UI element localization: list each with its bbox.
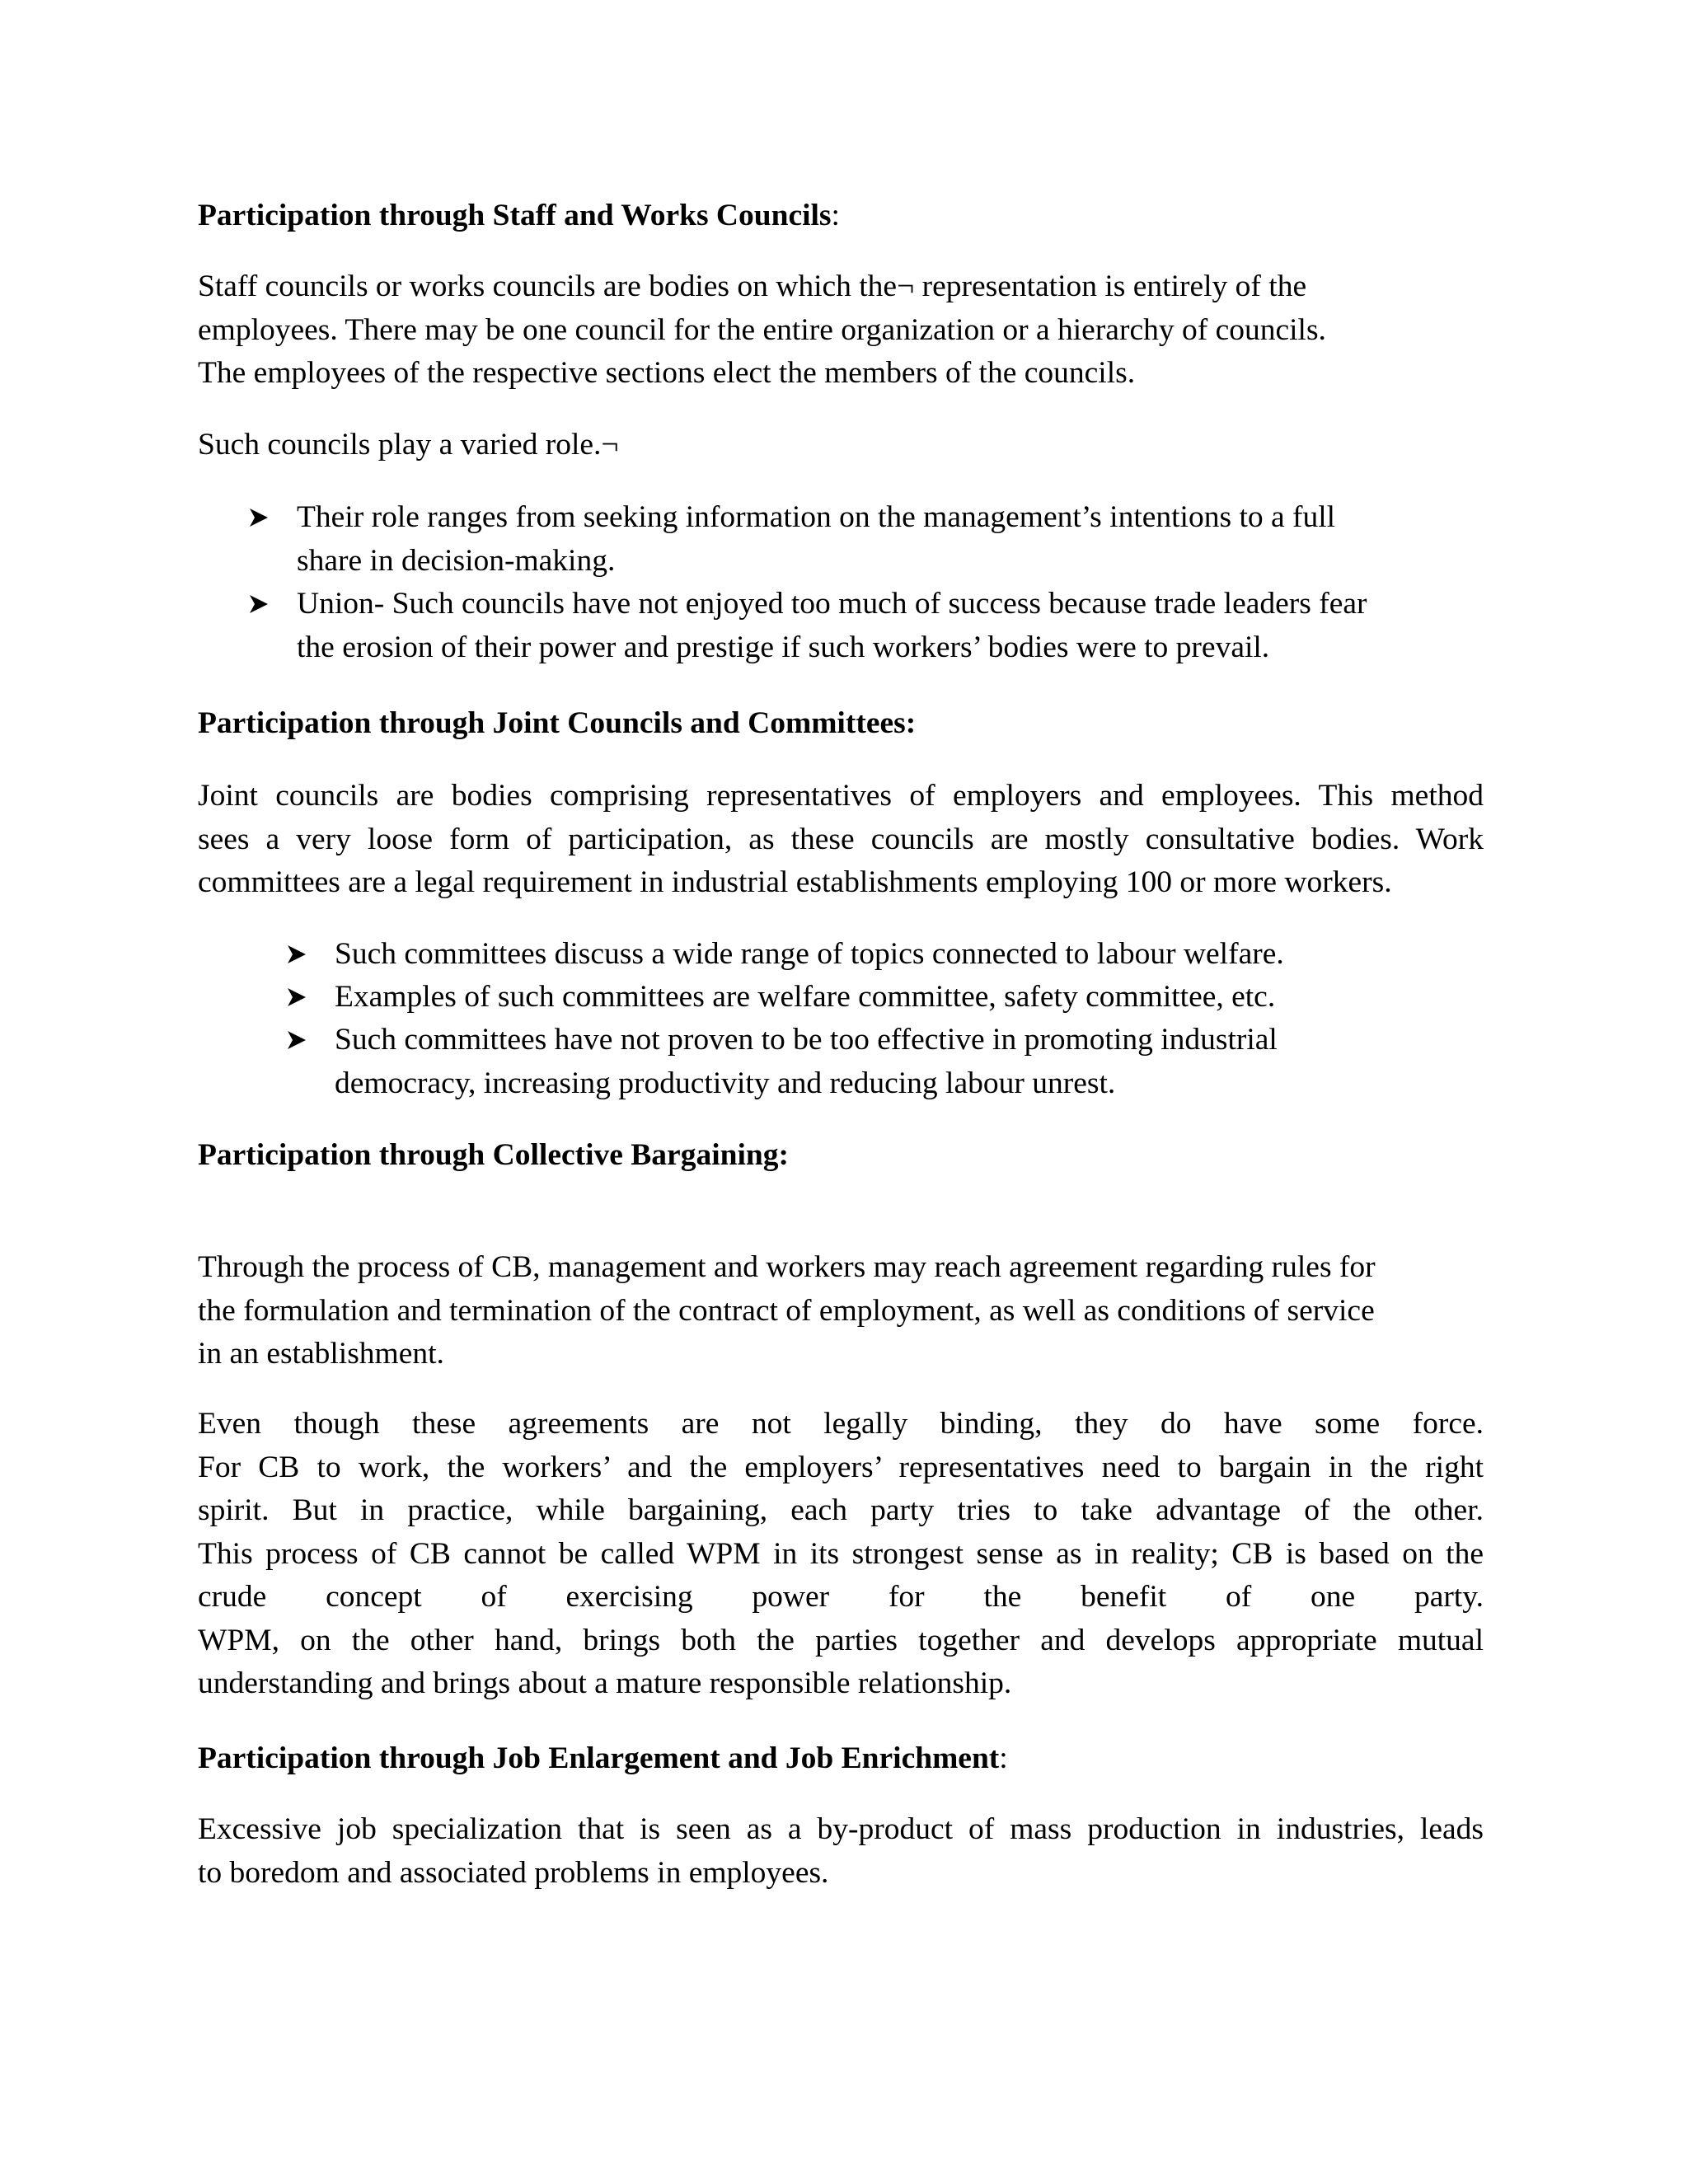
- paragraph-joint-councils-definition: Joint councils are bodies comprising representatives of employers and employees. This method sees a very loose form of participation, as these councils are mostly consultative bodies. Work committees are a legal requirement in industrial establishments employing 100 or more workers.: [198, 779, 1484, 899]
- heading-job-enlargement-enrichment: Participation through Job Enlargement and Job Enrichment:: [198, 1741, 1008, 1775]
- heading-joint-councils-committees: Participation through Joint Councils and Committees:: [198, 706, 917, 740]
- bullet-item: Such committees discuss a wide range of topics connected to labour welfare.: [287, 933, 1482, 977]
- bullet-item: Union- Such councils have not enjoyed too much of success because trade leaders fear the erosion of their power and prestige if such workers’ bodies were to prevail.: [249, 583, 1485, 669]
- bullet-item: Their role ranges from seeking information on the management’s intentions to a full share in decision-making.: [249, 496, 1485, 583]
- arrow-bullet-icon: [287, 933, 312, 977]
- paragraph-cb-process: Through the process of CB, management and workers may reach agreement regarding rules for the formulation and termination of the contract of employment, as well as conditions of service in an establishment.: [198, 1250, 1376, 1371]
- paragraph-varied-role: Such councils play a varied role.¬: [198, 428, 619, 462]
- bullet-item: Such committees have not proven to be too effective in promoting industrial democracy, increasing productivity and reducing labour unrest.: [287, 1019, 1482, 1105]
- paragraph-staff-councils-definition: Staff councils or works councils are bodies on which the¬ representation is entirely of the employees. There may be one council for the entire organization or a hierarchy of councils. The employees of the respective sections elect the members of the councils.: [198, 269, 1326, 390]
- arrow-bullet-icon: [287, 1019, 312, 1062]
- arrow-bullet-icon: [249, 583, 274, 626]
- paragraph-cb-agreements: Even though these agreements are not legally binding, they do have some force. For CB to work, the workers’ and the employers’ representatives need to bargain in the right spirit. But in practice, while bargaining, each party tries to take advantage of the other. This process of CB cannot be called WPM in its strongest sense as in reality; CB is based on the crude concept of exercising power for the benefit of one party. WPM, on the other hand, brings both the parties together and develops appropriate mutual understanding and brings about a mature responsible relationship.: [198, 1407, 1484, 1700]
- paragraph-job-specialization: Excessive job specialization that is seen as a by-product of mass production in industries, leads to boredom and associated problems in employees.: [198, 1812, 1484, 1890]
- heading-staff-works-councils: Participation through Staff and Works Councils:: [198, 199, 840, 232]
- heading-collective-bargaining: Participation through Collective Bargaining:: [198, 1138, 789, 1172]
- arrow-bullet-icon: [249, 496, 274, 540]
- bullet-item: Examples of such committees are welfare committee, safety committee, etc.: [287, 976, 1482, 1019]
- arrow-bullet-icon: [287, 976, 312, 1019]
